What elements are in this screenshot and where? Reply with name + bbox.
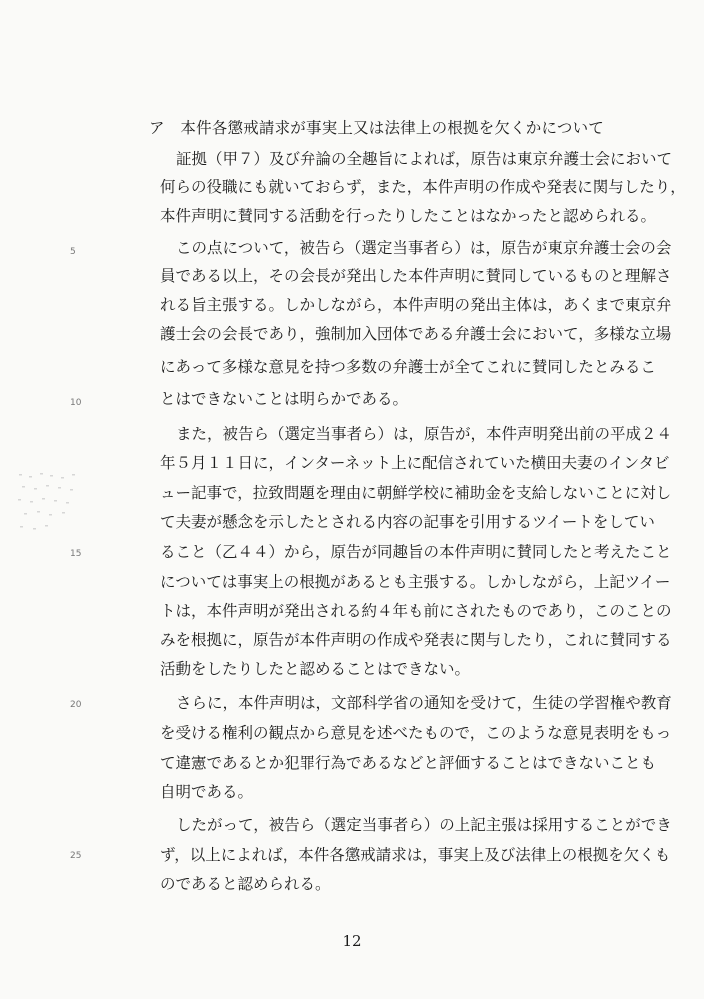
paragraph-line: 自明である。	[160, 783, 254, 801]
paragraph-line: 員である以上，その会長が発出した本件声明に賛同しているものと理解さ	[160, 267, 672, 285]
paragraph-line: 本件声明に賛同する活動を行ったりしたことはなかったと認められる。	[160, 207, 657, 225]
paragraph-line: この点について，被告ら（選定当事者ら）は，原告が東京弁護士会の会	[176, 239, 672, 257]
paragraph-line: 何らの役職にも就いておらず，また，本件声明の作成や発表に関与したり，	[160, 178, 686, 196]
paragraph-line: みを根拠に，原告が本件声明の作成や発表に関与したり，これに賛同する	[160, 631, 672, 649]
section-heading: ア 本件各懲戒請求が事実上又は法律上の根拠を欠くかについて	[149, 119, 604, 137]
page-number: 12	[342, 932, 362, 950]
paragraph-line: ュー記事で，拉致問題を理由に朝鮮学校に補助金を支給しないことに対し	[160, 484, 672, 502]
line-number: 20	[70, 700, 82, 710]
paragraph-line: とはできないことは明らかである。	[160, 390, 409, 408]
paragraph-line: ず，以上によれば，本件各懲戒請求は，事実上及び法律上の根拠を欠くも	[160, 846, 671, 864]
paragraph-line: ること（乙４４）から，原告が同趣旨の本件声明に賛同したと考えたこと	[160, 543, 672, 561]
paragraph-line: 年５月１１日に，インターネット上に配信されていた横田夫妻のインタビ	[160, 454, 670, 472]
paragraph-line: のであると認められる。	[160, 875, 331, 893]
paragraph-line: にあって多様な意見を持つ多数の弁護士が全てこれに賛同したとみるこ	[160, 358, 656, 376]
paragraph-line: また，被告ら（選定当事者ら）は，原告が，本件声明発出前の平成２４	[176, 425, 673, 443]
paragraph-line: さらに，本件声明は，文部科学省の通知を受けて，生徒の学習権や教育	[176, 694, 672, 712]
paragraph-line: て夫妻が懸念を示したとされる内容の記事を引用するツイートをしてい	[160, 513, 655, 531]
scan-dot-artifact	[14, 470, 84, 540]
line-number: 15	[70, 549, 82, 559]
paragraph-line: トは，本件声明が発出される約４年も前にされたものであり，このことの	[160, 602, 672, 620]
paragraph-line: については事実上の根拠があるとも主張する。しかしながら，上記ツイー	[160, 573, 671, 591]
paragraph-line: れる旨主張する。しかしながら，本件声明の発出主体は，あくまで東京弁	[160, 296, 672, 314]
line-number: 10	[70, 398, 82, 408]
paragraph-line: 証拠（甲７）及び弁論の全趣旨によれば，原告は東京弁護士会において	[176, 150, 673, 168]
paragraph-line: 活動をしたりしたと認めることはできない。	[160, 660, 471, 678]
line-number: 25	[70, 851, 82, 861]
paragraph-line: 護士会の会長であり，強制加入団体である弁護士会において，多様な立場	[160, 325, 672, 343]
paragraph-line: て違憲であるとか犯罪行為であるなどと評価することはできないことも	[160, 754, 657, 772]
paragraph-line: を受ける権利の観点から意見を述べたもので，このような意見表明をもっ	[160, 724, 672, 742]
paragraph-line: したがって，被告ら（選定当事者ら）の上記主張は採用することができ	[176, 816, 672, 834]
line-number: 5	[70, 247, 76, 257]
